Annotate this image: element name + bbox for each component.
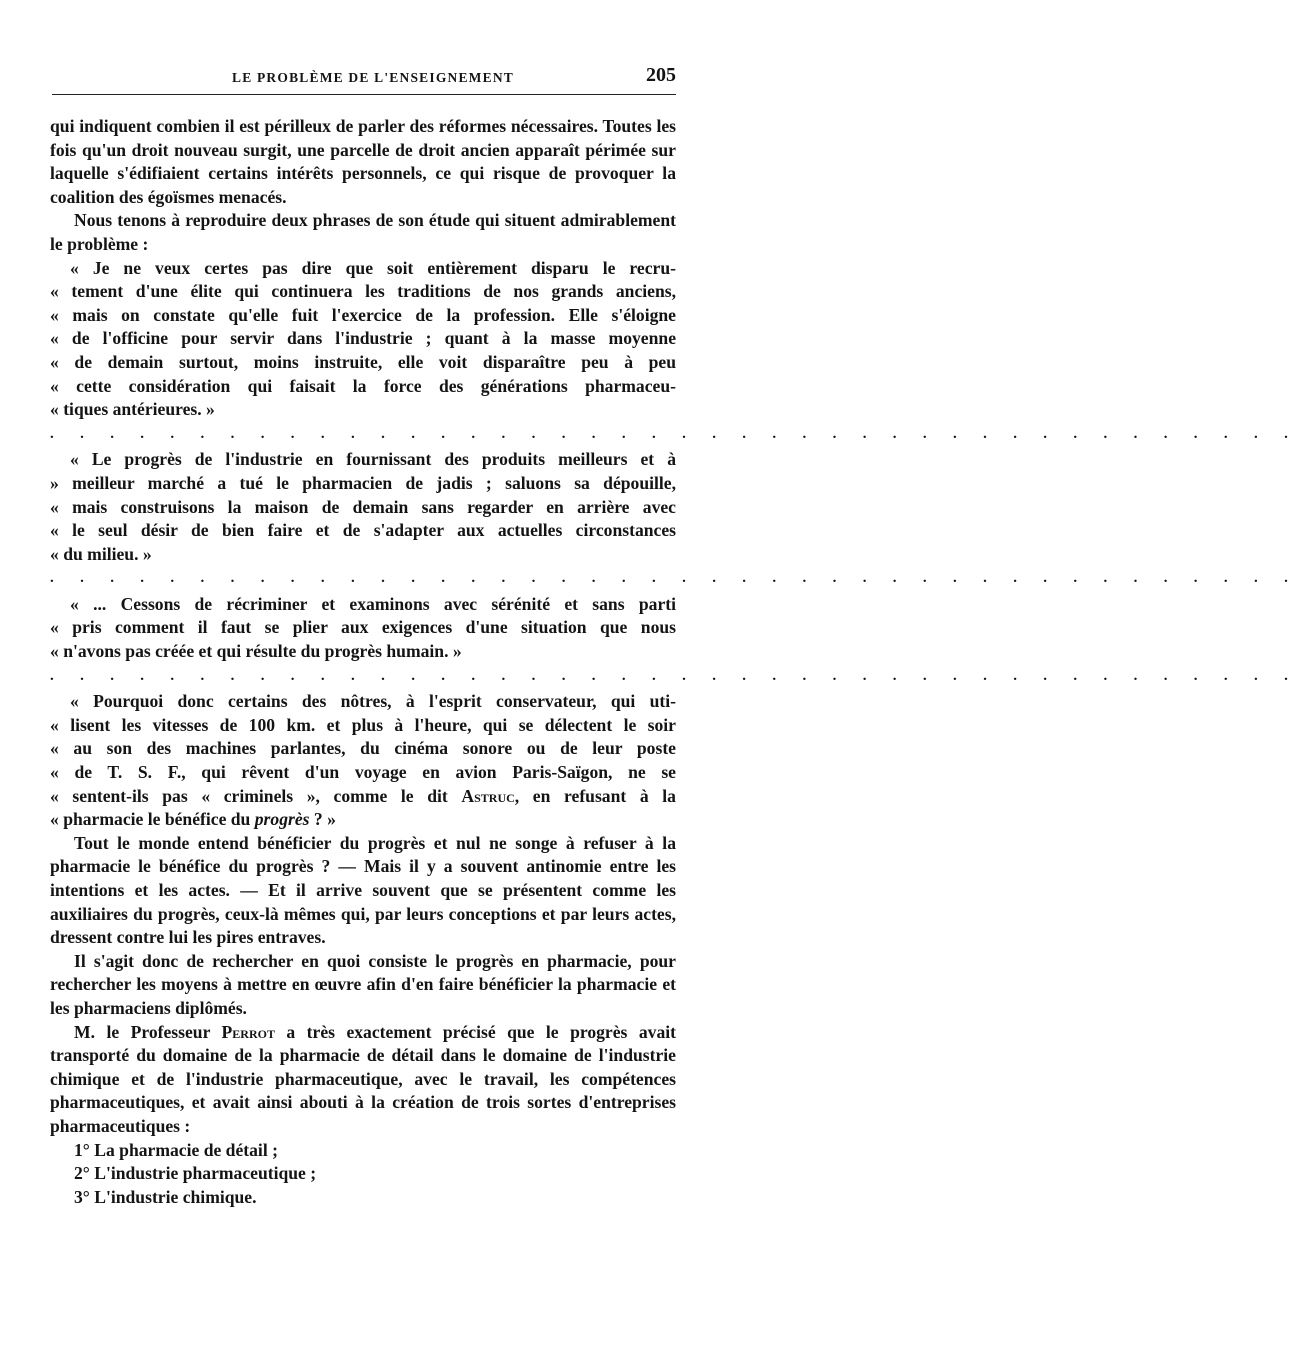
page — [50, 62, 1299, 1209]
quote-1 — [50, 257, 676, 422]
quote-text: , en refusant à la — [514, 785, 676, 806]
quote-line: « le seul désir de bien faire et de s'adapter aux actuelles circonstances — [50, 520, 676, 541]
quote-line: « mais construisons la maison de demain sans regarder en arrière avec — [50, 496, 676, 517]
quote-line: « Le progrès de l'industrie en fournissant des produits meilleurs et à — [70, 449, 676, 470]
quote-line: « de T. S. F., qui rêvent d'un voyage en avion Paris-Saïgon, ne se — [50, 762, 676, 783]
quote-line: « Je ne veux certes pas dire que soit entièrement disparu le recru- — [70, 257, 676, 278]
paragraph-3: Tout le monde entend bénéficier du progrès et nul ne songe à refuser à la pharmacie le bénéfice du progrès ? — Mais il y a souvent antinomie entre les intentions et les actes. — Et il arrive souvent que se présentent comme les auxiliaires du progrès, ceux-là mêmes qui, par leurs conceptions et par leurs actes, dressent contre lui les pires entraves. — [50, 832, 676, 948]
author-name: Astruc — [461, 785, 515, 806]
quote-line: « lisent les vitesses de 100 km. et plus à l'heure, qui se délectent le soir — [50, 714, 676, 735]
list-item: 2° L'industrie pharmaceutique ; — [74, 1163, 317, 1184]
paragraph-text: a très exactement précisé que le progrès avait transporté du domaine de la pharmacie de détail dans le domaine de l'industrie chimique et de l'industrie pharmaceutique, avec le travail, les compétences pharmaceutiques, et avait ainsi abouti à la création de trois sortes d'entreprises pharmaceutiques : — [50, 1021, 676, 1136]
paragraph-4: Il s'agit donc de rechercher en quoi consiste le progrès en pharmacie, pour rechercher les moyens à mettre en œuvre afin d'en faire bénéficier la pharmacie et les pharmaciens diplômés. — [50, 950, 676, 1018]
quote-text: « pharmacie le bénéfice du — [50, 809, 251, 830]
page-number: 205 — [646, 64, 676, 86]
quote-line — [50, 785, 676, 809]
quote-line: « pris comment il faut se plier aux exigences d'une situation que nous — [50, 617, 676, 638]
quote-3 — [50, 593, 676, 664]
quote-2 — [50, 448, 676, 566]
body-text — [50, 115, 1299, 1209]
enumerated-list — [50, 1139, 676, 1210]
ellipsis-separator: . . . . . . . . . . . . . . . . . . . . . . . . . . . . . . . . . . . . . . . . . . — [50, 570, 1299, 587]
list-item: 1° La pharmacie de détail ; — [74, 1139, 278, 1160]
quote-line: « mais on constate qu'elle fuit l'exercice de la profession. Elle s'éloigne — [50, 304, 676, 325]
page-header — [50, 62, 676, 92]
paragraph-5 — [50, 1021, 676, 1139]
quote-line: « tiques antérieures. » — [50, 399, 215, 420]
quote-line: « Pourquoi donc certains des nôtres, à l'esprit conservateur, qui uti- — [70, 691, 676, 712]
ellipsis-separator: . . . . . . . . . . . . . . . . . . . . . . . . . . . . . . . . . . . . . . . . . . — [50, 425, 1299, 442]
quote-line: « tement d'une élite qui continuera les traditions de nos grands anciens, — [50, 281, 676, 302]
header-rule — [52, 94, 676, 95]
quote-line — [50, 808, 676, 832]
emphasis-word: progrès — [254, 809, 310, 830]
ellipsis-separator: . . . . . . . . . . . . . . . . . . . . . . . . . . . . . . . . . . . . . . . . . . — [50, 667, 1299, 684]
quote-line: « n'avons pas créée et qui résulte du progrès humain. » — [50, 641, 462, 662]
author-name: Perrot — [221, 1021, 275, 1042]
running-title: LE PROBLÈME DE L'ENSEIGNEMENT — [232, 70, 514, 85]
quote-line: » meilleur marché a tué le pharmacien de jadis ; saluons sa dépouille, — [50, 472, 676, 493]
quote-text: ? » — [309, 809, 336, 830]
paragraph-1: qui indiquent combien il est périlleux de parler des réformes nécessaires. Toutes les fois qu'un droit nouveau surgit, une parcelle de droit ancien apparaît périmée sur laquelle s'édifiaient certains intérêts personnels, ce qui risque de provoquer la coalition des égoïsmes menacés. — [50, 116, 676, 207]
quote-line: « cette considération qui faisait la force des générations pharmaceu- — [50, 375, 676, 396]
quote-line: « du milieu. » — [50, 543, 152, 564]
paragraph-text: M. le Professeur — [74, 1021, 222, 1042]
quote-line: « de l'officine pour servir dans l'industrie ; quant à la masse moyenne — [50, 328, 676, 349]
quote-line: « ... Cessons de récriminer et examinons avec sérénité et sans parti — [70, 593, 676, 614]
quote-text: « sentent-ils pas « criminels », comme le dit — [50, 785, 448, 806]
list-item: 3° L'industrie chimique. — [74, 1186, 257, 1207]
quote-line: « de demain surtout, moins instruite, elle voit disparaître peu à peu — [50, 351, 676, 372]
paragraph-2: Nous tenons à reproduire deux phrases de son étude qui situent admirablement le problème : — [50, 210, 676, 254]
quote-4 — [50, 690, 676, 832]
quote-line: « au son des machines parlantes, du cinéma sonore ou de leur poste — [50, 738, 676, 759]
